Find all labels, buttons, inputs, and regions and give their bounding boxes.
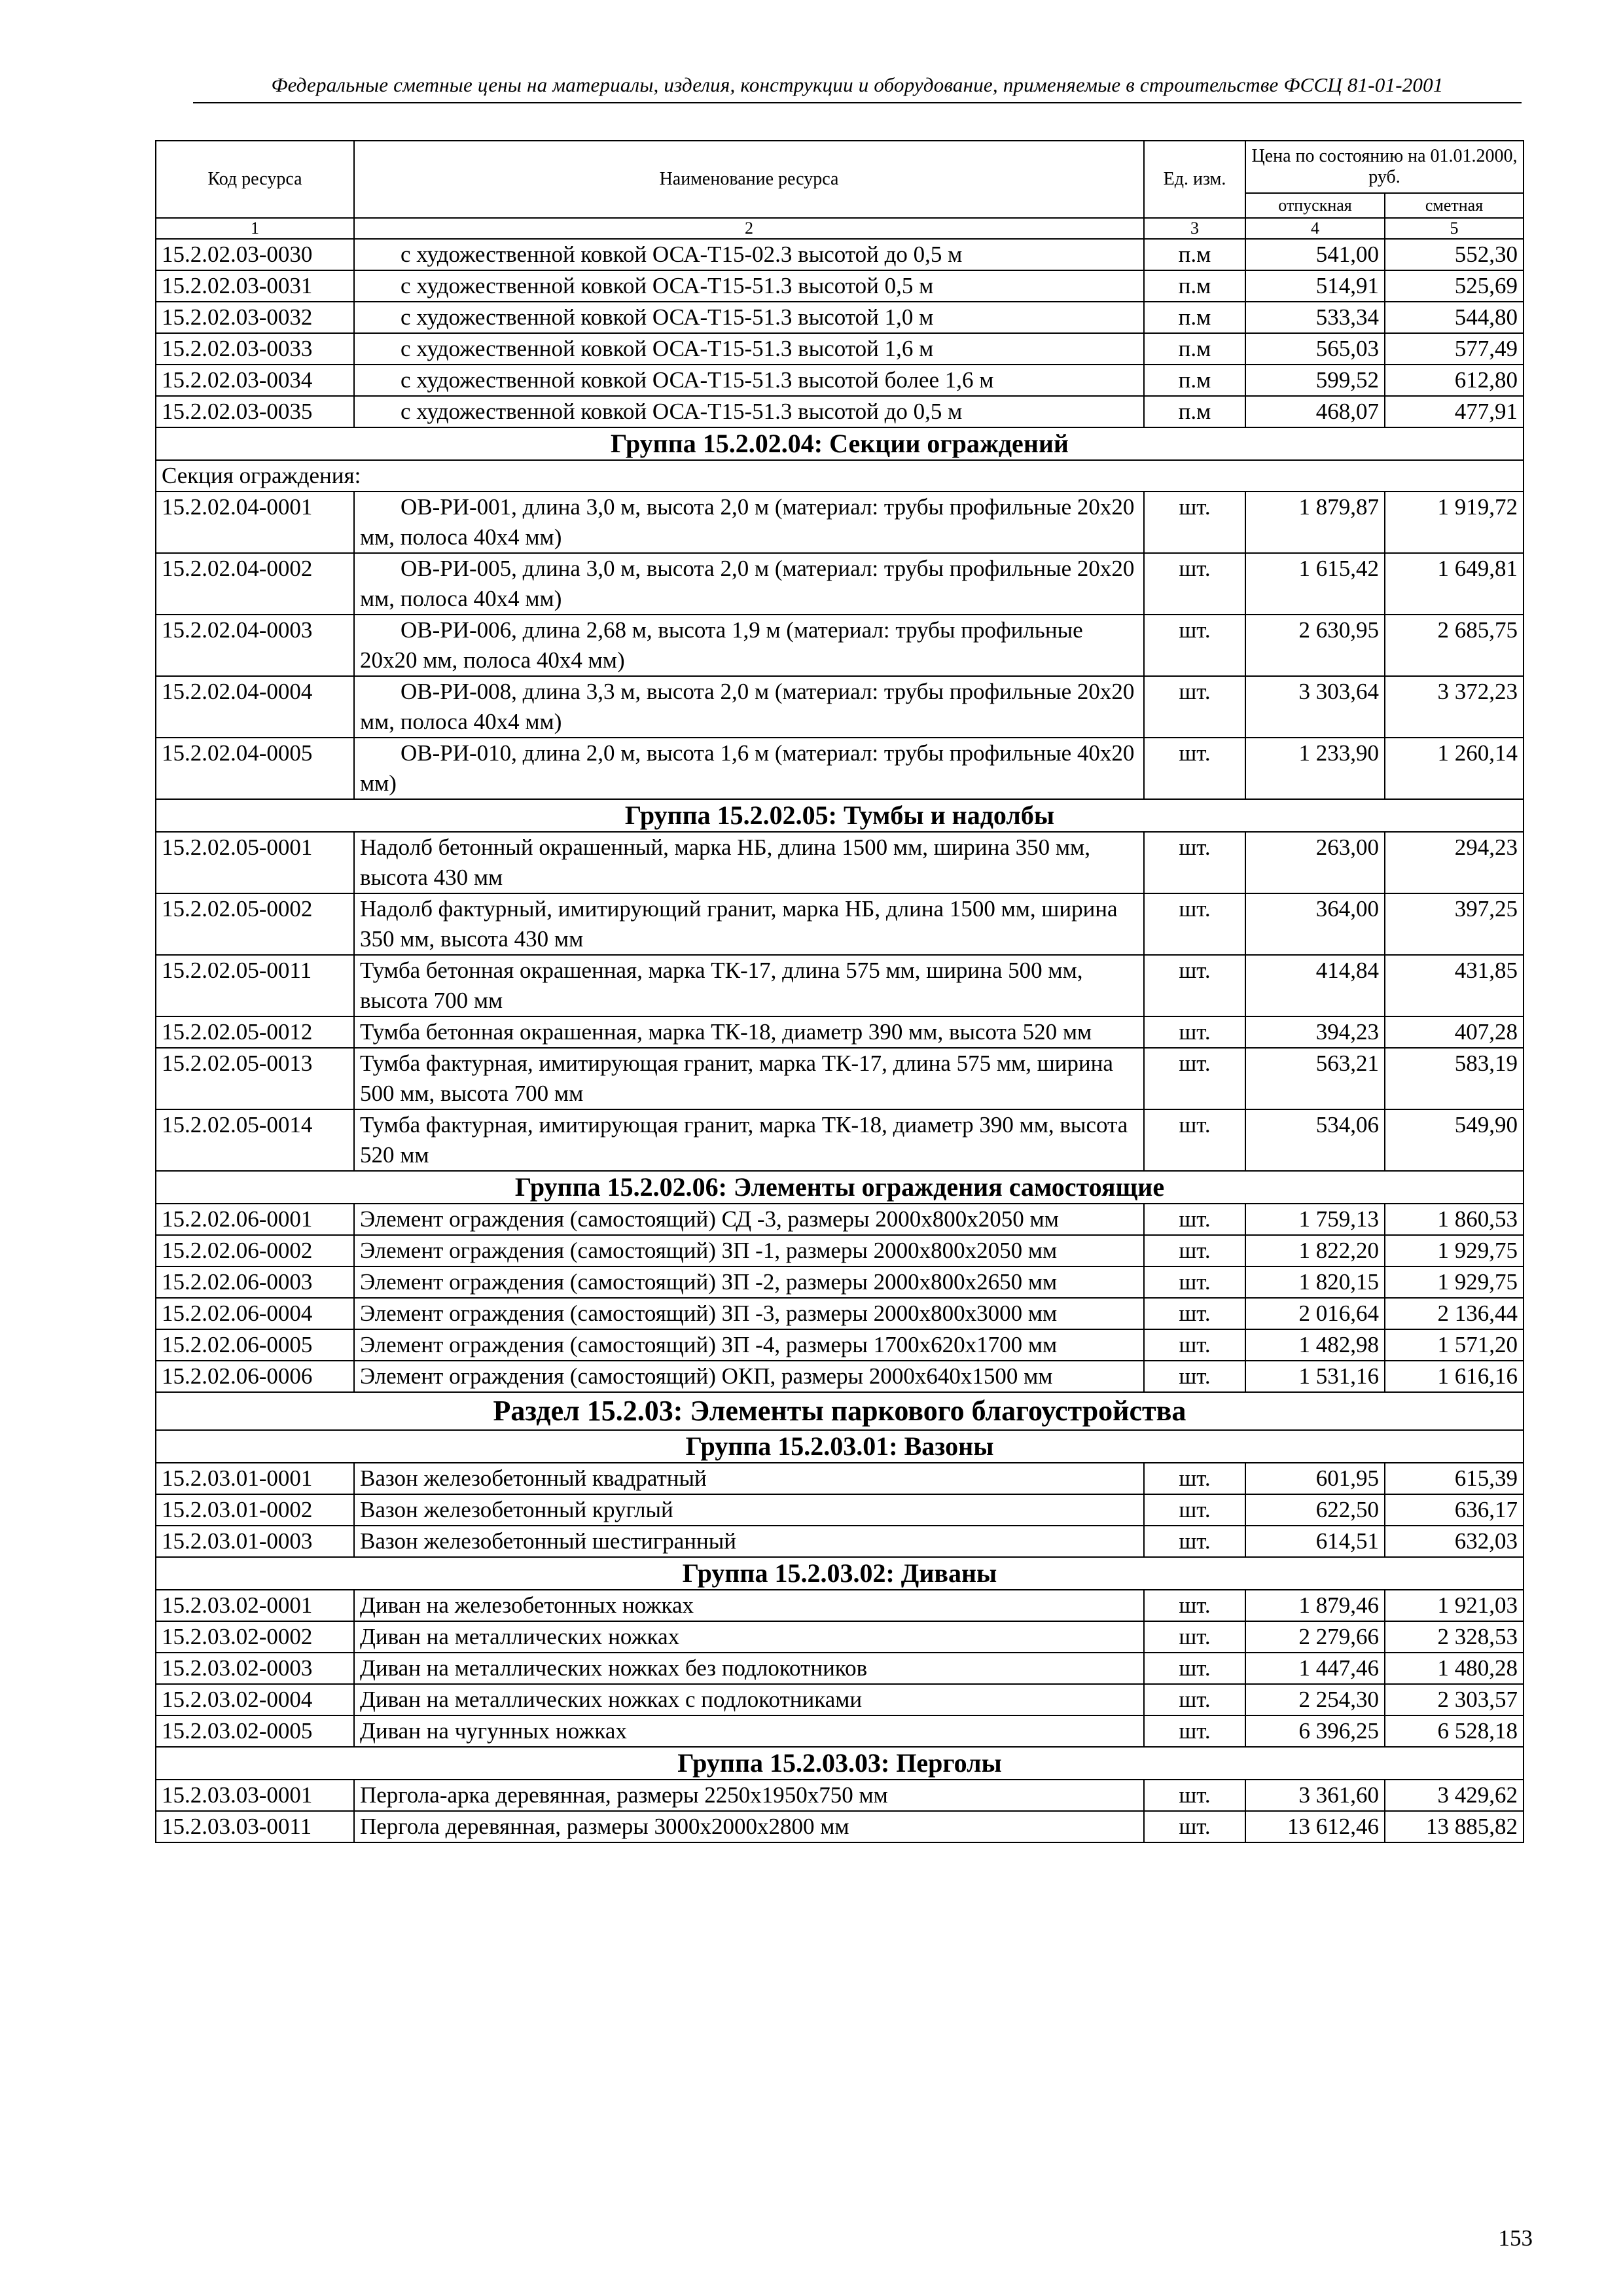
table-row	[156, 676, 1524, 738]
table-row	[156, 333, 1524, 365]
col-header-name: Наименование ресурса	[354, 141, 1144, 218]
table-row	[156, 1329, 1524, 1361]
table-row	[156, 832, 1524, 893]
unit-of-measure: шт.	[1144, 615, 1245, 676]
group-heading: Группа 15.2.03.01: Вазоны	[156, 1430, 1524, 1463]
table-row	[156, 1684, 1524, 1715]
table-row	[156, 1715, 1524, 1747]
resource-name: Пергола деревянная, размеры 3000х2000х2800 мм	[354, 1811, 1144, 1842]
unit-of-measure: шт.	[1144, 1109, 1245, 1171]
col-number: 2	[354, 218, 1144, 239]
resource-name: Пергола-арка деревянная, размеры 2250х1950х750 мм	[354, 1780, 1144, 1811]
resource-name: ОВ-РИ-008, длина 3,3 м, высота 2,0 м (материал: трубы профильные 20х20 мм, полоса 40х4 мм)	[354, 676, 1144, 738]
column-number-row	[156, 218, 1524, 239]
estimate-price: 1 616,16	[1385, 1361, 1524, 1392]
unit-of-measure: шт.	[1144, 893, 1245, 955]
resource-name: с художественной ковкой ОСА-Т15-51.3 высотой 1,0 м	[354, 302, 1144, 333]
estimate-price: 615,39	[1385, 1463, 1524, 1494]
resource-code: 15.2.02.06-0003	[156, 1266, 354, 1298]
release-price: 3 361,60	[1245, 1780, 1385, 1811]
table-row	[156, 396, 1524, 427]
resource-name: Тумба бетонная окрашенная, марка ТК-17, длина 575 мм, ширина 500 мм, высота 700 мм	[354, 955, 1144, 1016]
resource-name: Элемент ограждения (самостоящий) ЗП -4, размеры 1700х620х1700 мм	[354, 1329, 1144, 1361]
table-row	[156, 1298, 1524, 1329]
unit-of-measure: п.м	[1144, 365, 1245, 396]
unit-of-measure: шт.	[1144, 832, 1245, 893]
estimate-price: 552,30	[1385, 239, 1524, 270]
unit-of-measure: шт.	[1144, 1780, 1245, 1811]
resource-name: Надолб бетонный окрашенный, марка НБ, длина 1500 мм, ширина 350 мм, высота 430 мм	[354, 832, 1144, 893]
resource-name: Элемент ограждения (самостоящий) ЗП -2, размеры 2000х800х2650 мм	[354, 1266, 1144, 1298]
resource-name: с художественной ковкой ОСА-Т15-51.3 высотой до 0,5 м	[354, 396, 1144, 427]
estimate-price: 13 885,82	[1385, 1811, 1524, 1842]
resource-name: Тумба фактурная, имитирующая гранит, марка ТК-17, длина 575 мм, ширина 500 мм, высота 700 мм	[354, 1048, 1144, 1109]
group-heading: Группа 15.2.02.06: Элементы ограждения самостоящие	[156, 1171, 1524, 1204]
estimate-price: 1 649,81	[1385, 553, 1524, 615]
unit-of-measure: п.м	[1144, 396, 1245, 427]
resource-code: 15.2.02.04-0005	[156, 738, 354, 799]
resource-code: 15.2.02.04-0004	[156, 676, 354, 738]
release-price: 1 615,42	[1245, 553, 1385, 615]
estimate-price: 3 372,23	[1385, 676, 1524, 738]
resource-code: 15.2.03.02-0004	[156, 1684, 354, 1715]
group-heading: Группа 15.2.03.02: Диваны	[156, 1557, 1524, 1590]
release-price: 565,03	[1245, 333, 1385, 365]
table-row	[156, 1235, 1524, 1266]
resource-name: Элемент ограждения (самостоящий) ЗП -3, размеры 2000х800х3000 мм	[354, 1298, 1144, 1329]
col-header-price-group: Цена по состоянию на 01.01.2000, руб.	[1245, 141, 1524, 193]
estimate-price: 2 303,57	[1385, 1684, 1524, 1715]
resource-name: с художественной ковкой ОСА-Т15-51.3 высотой 0,5 м	[354, 270, 1144, 302]
unit-of-measure: п.м	[1144, 302, 1245, 333]
unit-of-measure: шт.	[1144, 1329, 1245, 1361]
unit-of-measure: шт.	[1144, 1235, 1245, 1266]
resource-code: 15.2.02.05-0013	[156, 1048, 354, 1109]
release-price: 1 482,98	[1245, 1329, 1385, 1361]
resource-code: 15.2.02.03-0035	[156, 396, 354, 427]
release-price: 2 279,66	[1245, 1621, 1385, 1653]
table-row	[156, 615, 1524, 676]
group-heading-row	[156, 1557, 1524, 1590]
col-header-release: отпускная	[1245, 193, 1385, 218]
table-row	[156, 365, 1524, 396]
resource-code: 15.2.02.06-0005	[156, 1329, 354, 1361]
estimate-price: 612,80	[1385, 365, 1524, 396]
resource-code: 15.2.02.04-0001	[156, 492, 354, 553]
resource-code: 15.2.03.03-0001	[156, 1780, 354, 1811]
estimate-price: 549,90	[1385, 1109, 1524, 1171]
header-rule	[193, 102, 1522, 103]
resource-name: Диван на металлических ножках с подлокотниками	[354, 1684, 1144, 1715]
resource-code: 15.2.02.05-0001	[156, 832, 354, 893]
resource-code: 15.2.03.01-0002	[156, 1494, 354, 1526]
estimate-price: 2 328,53	[1385, 1621, 1524, 1653]
release-price: 1 447,46	[1245, 1653, 1385, 1684]
col-number: 1	[156, 218, 354, 239]
table-row	[156, 239, 1524, 270]
estimate-price: 544,80	[1385, 302, 1524, 333]
estimate-price: 632,03	[1385, 1526, 1524, 1557]
table-row	[156, 1494, 1524, 1526]
col-number: 3	[1144, 218, 1245, 239]
estimate-price: 407,28	[1385, 1016, 1524, 1048]
table-row	[156, 1048, 1524, 1109]
table-row	[156, 1463, 1524, 1494]
col-header-unit: Ед. изм.	[1144, 141, 1245, 218]
unit-of-measure: шт.	[1144, 738, 1245, 799]
unit-of-measure: шт.	[1144, 1590, 1245, 1621]
resource-code: 15.2.03.02-0005	[156, 1715, 354, 1747]
release-price: 1 822,20	[1245, 1235, 1385, 1266]
resource-name: Диван на чугунных ножках	[354, 1715, 1144, 1747]
estimate-price: 2 685,75	[1385, 615, 1524, 676]
unit-of-measure: шт.	[1144, 1361, 1245, 1392]
release-price: 514,91	[1245, 270, 1385, 302]
table-row	[156, 738, 1524, 799]
estimate-price: 525,69	[1385, 270, 1524, 302]
table-row	[156, 492, 1524, 553]
unit-of-measure: шт.	[1144, 955, 1245, 1016]
unit-of-measure: шт.	[1144, 1298, 1245, 1329]
col-number: 4	[1245, 218, 1385, 239]
running-header: Федеральные сметные цены на материалы, изделия, конструкции и оборудование, применяемые в строительстве ФССЦ 81-01-2001	[271, 73, 1444, 96]
resource-code: 15.2.03.03-0011	[156, 1811, 354, 1842]
estimate-price: 2 136,44	[1385, 1298, 1524, 1329]
unit-of-measure: шт.	[1144, 1204, 1245, 1235]
resource-name: Диван на металлических ножках без подлокотников	[354, 1653, 1144, 1684]
release-price: 2 016,64	[1245, 1298, 1385, 1329]
table-row	[156, 1780, 1524, 1811]
resource-code: 15.2.03.02-0002	[156, 1621, 354, 1653]
release-price: 614,51	[1245, 1526, 1385, 1557]
release-price: 533,34	[1245, 302, 1385, 333]
release-price: 1 233,90	[1245, 738, 1385, 799]
release-price: 563,21	[1245, 1048, 1385, 1109]
resource-code: 15.2.03.01-0001	[156, 1463, 354, 1494]
resource-code: 15.2.02.03-0031	[156, 270, 354, 302]
section-heading: Раздел 15.2.03: Элементы паркового благоустройства	[156, 1392, 1524, 1430]
release-price: 468,07	[1245, 396, 1385, 427]
estimate-price: 1 929,75	[1385, 1266, 1524, 1298]
resource-name: Вазон железобетонный круглый	[354, 1494, 1144, 1526]
unit-of-measure: шт.	[1144, 1463, 1245, 1494]
resource-code: 15.2.02.05-0014	[156, 1109, 354, 1171]
table-row	[156, 1361, 1524, 1392]
resource-name: с художественной ковкой ОСА-Т15-51.3 высотой 1,6 м	[354, 333, 1144, 365]
resource-name: Диван на металлических ножках	[354, 1621, 1144, 1653]
release-price: 534,06	[1245, 1109, 1385, 1171]
release-price: 6 396,25	[1245, 1715, 1385, 1747]
unit-of-measure: шт.	[1144, 676, 1245, 738]
estimate-price: 1 571,20	[1385, 1329, 1524, 1361]
resource-code: 15.2.02.04-0003	[156, 615, 354, 676]
resource-code: 15.2.02.06-0004	[156, 1298, 354, 1329]
resource-name: Тумба бетонная окрашенная, марка ТК-18, диаметр 390 мм, высота 520 мм	[354, 1016, 1144, 1048]
estimate-price: 1 929,75	[1385, 1235, 1524, 1266]
estimate-price: 6 528,18	[1385, 1715, 1524, 1747]
unit-of-measure: шт.	[1144, 1811, 1245, 1842]
table-row	[156, 1526, 1524, 1557]
estimate-price: 1 919,72	[1385, 492, 1524, 553]
resource-name: Вазон железобетонный шестигранный	[354, 1526, 1144, 1557]
table-body	[156, 239, 1524, 1842]
estimate-price: 397,25	[1385, 893, 1524, 955]
unit-of-measure: шт.	[1144, 1016, 1245, 1048]
group-heading-row	[156, 1747, 1524, 1780]
unit-of-measure: п.м	[1144, 333, 1245, 365]
table-row	[156, 1653, 1524, 1684]
resource-code: 15.2.02.05-0012	[156, 1016, 354, 1048]
estimate-price: 3 429,62	[1385, 1780, 1524, 1811]
group-heading: Группа 15.2.02.04: Секции ограждений	[156, 427, 1524, 460]
release-price: 3 303,64	[1245, 676, 1385, 738]
resource-name: Элемент ограждения (самостоящий) ЗП -1, размеры 2000х800х2050 мм	[354, 1235, 1144, 1266]
table-row	[156, 1204, 1524, 1235]
release-price: 1 531,16	[1245, 1361, 1385, 1392]
resource-code: 15.2.02.04-0002	[156, 553, 354, 615]
resource-name: Тумба фактурная, имитирующая гранит, марка ТК-18, диаметр 390 мм, высота 520 мм	[354, 1109, 1144, 1171]
group-heading-row	[156, 1430, 1524, 1463]
estimate-price: 1 480,28	[1385, 1653, 1524, 1684]
resource-name: Элемент ограждения (самостоящий) ОКП, размеры 2000х640х1500 мм	[354, 1361, 1144, 1392]
release-price: 394,23	[1245, 1016, 1385, 1048]
release-price: 263,00	[1245, 832, 1385, 893]
col-header-estimate: сметная	[1385, 193, 1524, 218]
release-price: 601,95	[1245, 1463, 1385, 1494]
resource-code: 15.2.02.03-0030	[156, 239, 354, 270]
resource-code: 15.2.02.03-0032	[156, 302, 354, 333]
estimate-price: 577,49	[1385, 333, 1524, 365]
resource-name: ОВ-РИ-006, длина 2,68 м, высота 1,9 м (материал: трубы профильные 20х20 мм, полоса 40х4 мм)	[354, 615, 1144, 676]
release-price: 2 630,95	[1245, 615, 1385, 676]
release-price: 2 254,30	[1245, 1684, 1385, 1715]
estimate-price: 1 921,03	[1385, 1590, 1524, 1621]
unit-of-measure: шт.	[1144, 1621, 1245, 1653]
group-heading: Группа 15.2.03.03: Перголы	[156, 1747, 1524, 1780]
resource-name: с художественной ковкой ОСА-Т15-02.3 высотой до 0,5 м	[354, 239, 1144, 270]
table-row	[156, 1016, 1524, 1048]
unit-of-measure: шт.	[1144, 492, 1245, 553]
release-price: 1 879,46	[1245, 1590, 1385, 1621]
resource-code: 15.2.03.01-0003	[156, 1526, 354, 1557]
resource-code: 15.2.03.02-0003	[156, 1653, 354, 1684]
resource-name: Элемент ограждения (самостоящий) СД -3, размеры 2000х800х2050 мм	[354, 1204, 1144, 1235]
group-heading-row	[156, 1171, 1524, 1204]
release-price: 1 759,13	[1245, 1204, 1385, 1235]
unit-of-measure: п.м	[1144, 239, 1245, 270]
release-price: 1 820,15	[1245, 1266, 1385, 1298]
estimate-price: 294,23	[1385, 832, 1524, 893]
release-price: 13 612,46	[1245, 1811, 1385, 1842]
table-row	[156, 1109, 1524, 1171]
table-row	[156, 270, 1524, 302]
resource-code: 15.2.02.05-0011	[156, 955, 354, 1016]
release-price: 364,00	[1245, 893, 1385, 955]
table-row	[156, 1621, 1524, 1653]
unit-of-measure: шт.	[1144, 1526, 1245, 1557]
unit-of-measure: шт.	[1144, 1715, 1245, 1747]
resource-code: 15.2.02.03-0034	[156, 365, 354, 396]
resource-code: 15.2.02.03-0033	[156, 333, 354, 365]
resource-name: с художественной ковкой ОСА-Т15-51.3 высотой более 1,6 м	[354, 365, 1144, 396]
resource-name: ОВ-РИ-010, длина 2,0 м, высота 1,6 м (материал: трубы профильные 40х20 мм)	[354, 738, 1144, 799]
release-price: 599,52	[1245, 365, 1385, 396]
resource-code: 15.2.02.06-0006	[156, 1361, 354, 1392]
group-heading: Группа 15.2.02.05: Тумбы и надолбы	[156, 799, 1524, 832]
table-row	[156, 1811, 1524, 1842]
table-row	[156, 302, 1524, 333]
resource-code: 15.2.02.06-0001	[156, 1204, 354, 1235]
unit-of-measure: шт.	[1144, 1653, 1245, 1684]
col-number: 5	[1385, 218, 1524, 239]
subheading-label: Секция ограждения:	[156, 460, 1524, 492]
col-header-code: Код ресурса	[156, 141, 354, 218]
release-price: 622,50	[1245, 1494, 1385, 1526]
estimate-price: 477,91	[1385, 396, 1524, 427]
unit-of-measure: шт.	[1144, 1494, 1245, 1526]
estimate-price: 431,85	[1385, 955, 1524, 1016]
table-row	[156, 955, 1524, 1016]
estimate-price: 636,17	[1385, 1494, 1524, 1526]
group-heading-row	[156, 427, 1524, 460]
release-price: 1 879,87	[1245, 492, 1385, 553]
subheading-row	[156, 460, 1524, 492]
unit-of-measure: шт.	[1144, 1048, 1245, 1109]
resource-code: 15.2.02.06-0002	[156, 1235, 354, 1266]
estimate-price: 1 860,53	[1385, 1204, 1524, 1235]
release-price: 541,00	[1245, 239, 1385, 270]
resource-name: Вазон железобетонный квадратный	[354, 1463, 1144, 1494]
resource-code: 15.2.02.05-0002	[156, 893, 354, 955]
table-row	[156, 553, 1524, 615]
page-number: 153	[1498, 2225, 1533, 2251]
unit-of-measure: шт.	[1144, 1684, 1245, 1715]
table-row	[156, 1266, 1524, 1298]
group-heading-row	[156, 799, 1524, 832]
resource-code: 15.2.03.02-0001	[156, 1590, 354, 1621]
release-price: 414,84	[1245, 955, 1385, 1016]
section-heading-row	[156, 1392, 1524, 1430]
resource-name: ОВ-РИ-005, длина 3,0 м, высота 2,0 м (материал: трубы профильные 20х20 мм, полоса 40х4 мм)	[354, 553, 1144, 615]
estimate-price: 1 260,14	[1385, 738, 1524, 799]
estimate-price: 583,19	[1385, 1048, 1524, 1109]
unit-of-measure: шт.	[1144, 553, 1245, 615]
table-row	[156, 893, 1524, 955]
resource-name: Надолб фактурный, имитирующий гранит, марка НБ, длина 1500 мм, ширина 350 мм, высота 430 мм	[354, 893, 1144, 955]
resource-name: ОВ-РИ-001, длина 3,0 м, высота 2,0 м (материал: трубы профильные 20х20 мм, полоса 40х4 мм)	[354, 492, 1144, 553]
table-row	[156, 1590, 1524, 1621]
resource-name: Диван на железобетонных ножках	[354, 1590, 1144, 1621]
unit-of-measure: п.м	[1144, 270, 1245, 302]
unit-of-measure: шт.	[1144, 1266, 1245, 1298]
price-table	[155, 140, 1524, 1843]
